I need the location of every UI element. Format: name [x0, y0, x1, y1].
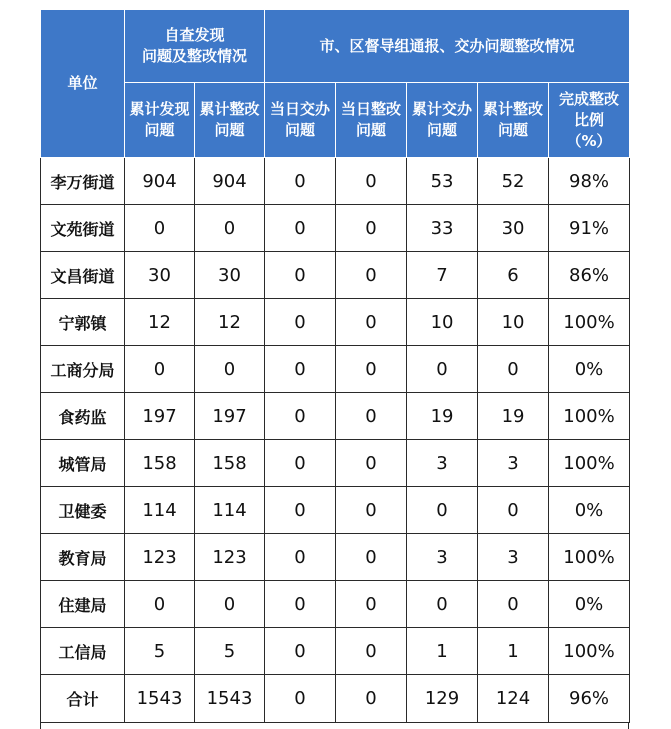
table-cell: 3 — [478, 534, 549, 581]
row-unit: 文昌街道 — [41, 252, 125, 299]
table-cell: 158 — [125, 440, 195, 487]
table-cell: 91% — [549, 205, 630, 252]
row-unit: 李万街道 — [41, 158, 125, 205]
table-cell: 0 — [336, 440, 407, 487]
table-cell: 0 — [265, 299, 336, 346]
table-cell: 0 — [336, 628, 407, 675]
table-body — [41, 158, 630, 723]
table-row — [41, 393, 630, 440]
table-cell: 0 — [336, 299, 407, 346]
rectification-table-container — [40, 9, 630, 729]
table-row — [41, 581, 630, 628]
table-cell: 12 — [195, 299, 265, 346]
table-cell: 114 — [125, 487, 195, 534]
row-unit: 教育局 — [41, 534, 125, 581]
table-cell: 19 — [407, 393, 478, 440]
row-unit: 工商分局 — [41, 346, 125, 393]
rectification-table — [40, 9, 630, 723]
table-cell: 123 — [125, 534, 195, 581]
table-cell: 1 — [407, 628, 478, 675]
table-cell: 5 — [195, 628, 265, 675]
table-cell: 0 — [265, 628, 336, 675]
header-unit: 单位 — [41, 10, 125, 158]
table-cell: 0 — [125, 205, 195, 252]
table-cell: 0 — [336, 487, 407, 534]
table-row — [41, 158, 630, 205]
table-cell: 1543 — [125, 675, 195, 723]
row-unit: 工信局 — [41, 628, 125, 675]
row-unit: 食药监 — [41, 393, 125, 440]
table-cell: 123 — [195, 534, 265, 581]
header-cumulative-assigned-fixed: 累计整改 问题 — [478, 83, 549, 158]
table-cell: 3 — [407, 534, 478, 581]
table-cell: 0 — [265, 205, 336, 252]
table-cell: 0 — [336, 581, 407, 628]
table-cell: 3 — [407, 440, 478, 487]
table-cell: 33 — [407, 205, 478, 252]
table-cell: 3 — [478, 440, 549, 487]
header-group-self-inspection: 自查发现 问题及整改情况 — [125, 10, 265, 83]
table-cell: 0 — [265, 158, 336, 205]
table-cell: 100% — [549, 299, 630, 346]
table-row — [41, 487, 630, 534]
table-cell: 0 — [265, 487, 336, 534]
table-cell: 100% — [549, 440, 630, 487]
table-cell: 124 — [478, 675, 549, 723]
header-daily-fixed: 当日整改 问题 — [336, 83, 407, 158]
table-cell: 52 — [478, 158, 549, 205]
table-cell: 0 — [336, 158, 407, 205]
table-cell: 10 — [407, 299, 478, 346]
table-cell: 96% — [549, 675, 630, 723]
table-cell: 98% — [549, 158, 630, 205]
table-cell: 100% — [549, 534, 630, 581]
table-row — [41, 299, 630, 346]
header-cumulative-fixed: 累计整改 问题 — [195, 83, 265, 158]
table-cell: 10 — [478, 299, 549, 346]
header-daily-assigned: 当日交办 问题 — [265, 83, 336, 158]
table-cell: 197 — [195, 393, 265, 440]
table-cell: 0 — [195, 581, 265, 628]
table-cell: 0 — [265, 252, 336, 299]
row-unit: 城管局 — [41, 440, 125, 487]
table-cell: 86% — [549, 252, 630, 299]
table-total-row — [41, 675, 630, 723]
table-cell: 0 — [125, 346, 195, 393]
table-cell: 0 — [195, 205, 265, 252]
table-cell: 0 — [336, 534, 407, 581]
table-cell: 0 — [265, 675, 336, 723]
table-cell: 0 — [336, 205, 407, 252]
table-cell: 12 — [125, 299, 195, 346]
table-cell: 19 — [478, 393, 549, 440]
table-cell: 0 — [265, 534, 336, 581]
total-label: 合计 — [41, 675, 125, 723]
table-cell: 0 — [336, 346, 407, 393]
row-unit: 文苑街道 — [41, 205, 125, 252]
header-cumulative-found: 累计发现 问题 — [125, 83, 195, 158]
table-cell: 5 — [125, 628, 195, 675]
table-cell: 0 — [125, 581, 195, 628]
header-completion-ratio: 完成整改 比例 （%） — [549, 83, 630, 158]
table-row — [41, 628, 630, 675]
table-row — [41, 346, 630, 393]
table-cell: 0 — [195, 346, 265, 393]
table-row — [41, 205, 630, 252]
table-cell: 7 — [407, 252, 478, 299]
table-cell: 0 — [265, 393, 336, 440]
header-group-supervision: 市、区督导组通报、交办问题整改情况 — [265, 10, 630, 83]
table-cell: 0 — [407, 346, 478, 393]
table-cell: 0 — [265, 581, 336, 628]
table-cell: 0 — [336, 675, 407, 723]
table-cell: 0 — [407, 487, 478, 534]
table-cell: 30 — [478, 205, 549, 252]
table-cell: 53 — [407, 158, 478, 205]
table-cell: 0 — [336, 252, 407, 299]
table-header — [41, 10, 630, 158]
table-cell: 100% — [549, 393, 630, 440]
table-continuation-edge — [40, 723, 629, 729]
table-cell: 0 — [265, 440, 336, 487]
table-row — [41, 534, 630, 581]
row-unit: 卫健委 — [41, 487, 125, 534]
table-cell: 197 — [125, 393, 195, 440]
table-cell: 158 — [195, 440, 265, 487]
table-cell: 0% — [549, 581, 630, 628]
row-unit: 宁郭镇 — [41, 299, 125, 346]
header-cumulative-assigned: 累计交办 问题 — [407, 83, 478, 158]
table-cell: 0% — [549, 487, 630, 534]
table-cell: 904 — [125, 158, 195, 205]
table-cell: 904 — [195, 158, 265, 205]
table-cell: 6 — [478, 252, 549, 299]
table-cell: 30 — [125, 252, 195, 299]
row-unit: 住建局 — [41, 581, 125, 628]
table-row — [41, 252, 630, 299]
table-cell: 1543 — [195, 675, 265, 723]
table-cell: 129 — [407, 675, 478, 723]
table-cell: 0 — [336, 393, 407, 440]
table-cell: 0 — [407, 581, 478, 628]
table-row — [41, 440, 630, 487]
table-cell: 1 — [478, 628, 549, 675]
table-cell: 0 — [478, 581, 549, 628]
table-cell: 0% — [549, 346, 630, 393]
table-cell: 0 — [265, 346, 336, 393]
table-cell: 100% — [549, 628, 630, 675]
table-cell: 0 — [478, 346, 549, 393]
table-cell: 0 — [478, 487, 549, 534]
table-cell: 114 — [195, 487, 265, 534]
table-cell: 30 — [195, 252, 265, 299]
